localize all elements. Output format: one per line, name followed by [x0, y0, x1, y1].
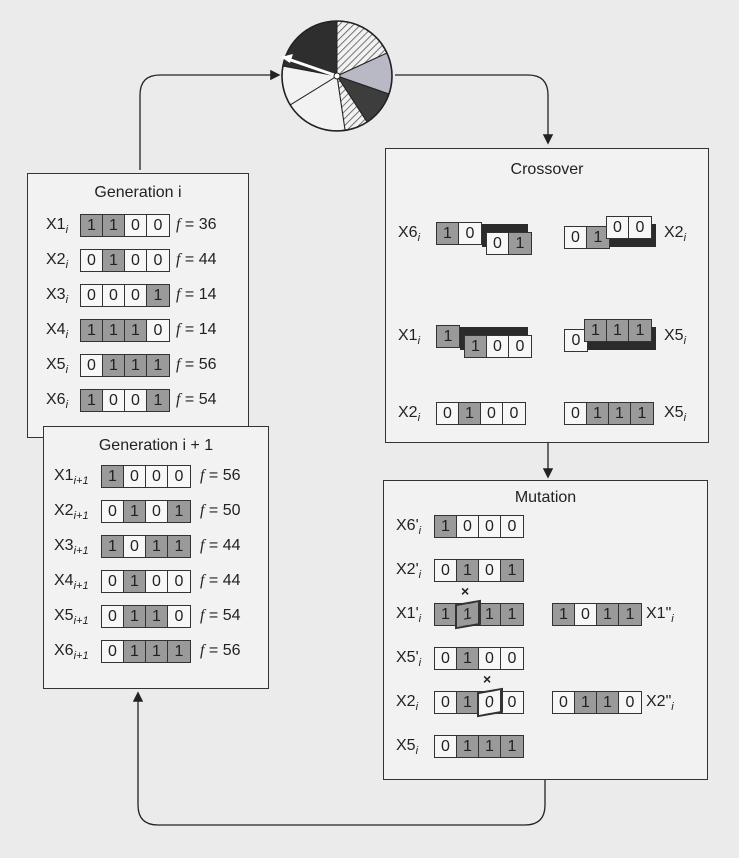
gene-cell: 0: [435, 736, 457, 757]
gene-cell: 0: [437, 403, 459, 424]
gene-cell: 1: [587, 403, 609, 424]
crossover-tail: [464, 335, 532, 358]
gene-cell: 1: [102, 536, 124, 557]
gene-cell: 1: [81, 215, 103, 236]
fitness-value: f = 54: [200, 607, 241, 624]
gene-cell: 1: [501, 736, 523, 757]
gene-cell: 0: [103, 285, 125, 306]
gene-cell: 1: [501, 604, 523, 625]
crossover-tail: [584, 319, 652, 342]
chromosome-x4: [80, 319, 170, 342]
mutation-title: Mutation: [514, 489, 577, 506]
gene-cell: 0: [81, 250, 103, 271]
gene-cell: 0: [125, 250, 147, 271]
generation-i-title: Generation i: [94, 184, 182, 201]
gene-cell: 1: [437, 326, 459, 347]
chromosome-label: $X5_{i+1}$: [54, 607, 89, 628]
gene-cell: 0: [125, 285, 147, 306]
chromosome-label: $X3_{i+1}$: [54, 537, 89, 558]
gene-cell: 1: [597, 604, 619, 625]
generation-i1-title: Generation i + 1: [98, 437, 214, 454]
crossover-tail: [486, 232, 532, 255]
gene-cell: 1: [585, 320, 607, 341]
gene-cell: 1: [146, 641, 168, 662]
gene-cell: 0: [147, 215, 169, 236]
gene-cell: 1: [457, 648, 479, 669]
gene-cell: 1: [479, 736, 501, 757]
chromosome-x2: [80, 249, 170, 272]
gene-cell: 1: [501, 560, 523, 581]
gene-cell: 1: [459, 403, 481, 424]
chromosome-mutation: [434, 735, 524, 758]
mutation-result-label: $X2"_i$: [646, 693, 674, 714]
fitness-value: f = 36: [176, 216, 217, 233]
gene-cell: 1: [607, 320, 629, 341]
gene-cell: 0: [479, 648, 501, 669]
chromosome-x3: [101, 535, 191, 558]
crossover-title: Crossover: [510, 161, 584, 178]
chromosome-x2: [101, 500, 191, 523]
chromosome-mutation: [434, 603, 524, 626]
mutation-panel: [383, 480, 708, 780]
fitness-value: f = 44: [200, 572, 241, 589]
mutation-label: $X1'_i$: [396, 605, 422, 626]
gene-cell: 1: [587, 227, 609, 248]
gene-cell: 0: [479, 690, 501, 715]
arrow-to-crossover: [395, 75, 548, 142]
crossover-parent-label: $X5_i$: [664, 327, 687, 348]
gene-cell: 1: [124, 606, 146, 627]
gene-cell: 1: [125, 320, 147, 341]
gene-cell: 0: [501, 516, 523, 537]
chromosome-x1: [80, 214, 170, 237]
chromosome-x5: [101, 605, 191, 628]
gene-cell: 0: [125, 390, 147, 411]
chromosome-mutated: [552, 691, 642, 714]
gene-cell: 0: [553, 692, 575, 713]
gene-cell: 1: [147, 390, 169, 411]
chromosome-label: $X4_{i+1}$: [54, 572, 89, 593]
chromosome-unchanged: [564, 402, 654, 425]
gene-cell: 1: [609, 403, 631, 424]
gene-cell: 1: [437, 223, 459, 244]
gene-cell: 0: [565, 330, 587, 351]
gene-cell: 1: [168, 501, 190, 522]
crossover-panel: [385, 148, 709, 443]
gene-cell: 0: [146, 466, 168, 487]
mutation-label: $X6'_i$: [396, 517, 422, 538]
crossover-parent-label: $X6_i$: [398, 224, 421, 245]
gene-cell: 1: [168, 641, 190, 662]
gene-cell: 1: [509, 233, 531, 254]
crossover-head: [564, 226, 610, 249]
gene-cell: 1: [619, 604, 641, 625]
gene-cell: 0: [147, 250, 169, 271]
gene-cell: 0: [124, 466, 146, 487]
crossover-parent-label: $X2_i$: [664, 224, 687, 245]
gene-cell: 1: [147, 285, 169, 306]
gene-cell: 0: [457, 516, 479, 537]
generation-i-panel: [27, 173, 249, 438]
fitness-value: f = 56: [200, 642, 241, 659]
gene-cell: 0: [124, 536, 146, 557]
chromosome-mutation: [434, 647, 524, 670]
gene-cell: 0: [168, 571, 190, 592]
gene-cell: 1: [103, 355, 125, 376]
gene-cell: 1: [465, 336, 487, 357]
gene-cell: 0: [81, 285, 103, 306]
chromosome-label: $X1_{i+1}$: [54, 467, 89, 488]
gene-cell: 0: [102, 571, 124, 592]
gene-cell: 0: [435, 560, 457, 581]
chromosome-x3: [80, 284, 170, 307]
gene-cell: 1: [124, 501, 146, 522]
mutation-result-label: $X1"_i$: [646, 605, 674, 626]
gene-cell: 1: [457, 560, 479, 581]
gene-cell: 1: [103, 215, 125, 236]
fitness-value: f = 44: [200, 537, 241, 554]
gene-cell: 1: [124, 571, 146, 592]
gene-cell: 0: [619, 692, 641, 713]
chromosome-x5: [80, 354, 170, 377]
fitness-value: f = 44: [176, 251, 217, 268]
gene-cell: 0: [481, 403, 503, 424]
chromosome-label: $X4_i$: [46, 321, 69, 342]
gene-cell: 0: [479, 560, 501, 581]
mutation-label: $X5'_i$: [396, 649, 422, 670]
chromosome-x4: [101, 570, 191, 593]
chromosome-x6: [101, 640, 191, 663]
gene-cell: 0: [459, 223, 481, 244]
fitness-value: f = 54: [176, 391, 217, 408]
gene-cell: 1: [168, 536, 190, 557]
chromosome-label: $X2_{i+1}$: [54, 502, 89, 523]
gene-cell: 0: [435, 692, 457, 713]
mutation-marker-icon: ×: [461, 583, 470, 599]
chromosome-label: $X2_i$: [46, 251, 69, 272]
chromosome-x6: [80, 389, 170, 412]
gene-cell: 1: [102, 466, 124, 487]
roulette-wheel: [281, 21, 392, 131]
crossover-head: [436, 325, 460, 348]
chromosome-label: $X6_{i+1}$: [54, 642, 89, 663]
chromosome-mutation: [434, 691, 524, 714]
gene-cell: 0: [102, 606, 124, 627]
gene-cell: 1: [435, 604, 457, 625]
gene-cell: 0: [125, 215, 147, 236]
gene-cell: 1: [553, 604, 575, 625]
gene-cell: 1: [147, 355, 169, 376]
gene-cell: 1: [125, 355, 147, 376]
gene-cell: 0: [146, 571, 168, 592]
gene-cell: 0: [509, 336, 531, 357]
mutation-label: $X5_i$: [396, 737, 419, 758]
gene-cell: 1: [103, 250, 125, 271]
gene-cell: 0: [629, 217, 651, 238]
gene-cell: 1: [81, 320, 103, 341]
gene-cell: 1: [575, 692, 597, 713]
fitness-value: f = 50: [200, 502, 241, 519]
mutation-marker-icon: ×: [483, 671, 492, 687]
gene-cell: 0: [81, 355, 103, 376]
gene-cell: 1: [457, 692, 479, 713]
mutation-label: $X2_i$: [396, 693, 419, 714]
gene-cell: 1: [124, 641, 146, 662]
gene-cell: 0: [147, 320, 169, 341]
gene-cell: 1: [146, 536, 168, 557]
gene-cell: 1: [629, 320, 651, 341]
chromosome-mutation: [434, 515, 524, 538]
crossover-head: [436, 222, 482, 245]
chromosome-label: $X5_i$: [46, 356, 69, 377]
gene-cell: 0: [487, 336, 509, 357]
crossover-parent-label: $X5_i$: [664, 404, 687, 425]
gene-cell: 1: [146, 606, 168, 627]
chromosome-label: $X6_i$: [46, 391, 69, 412]
gene-cell: 0: [607, 217, 629, 238]
chromosome-label: $X1_i$: [46, 216, 69, 237]
gene-cell: 1: [81, 390, 103, 411]
chromosome-mutation: [434, 559, 524, 582]
gene-cell: 0: [168, 466, 190, 487]
fitness-value: f = 14: [176, 321, 217, 338]
gene-cell: 1: [103, 320, 125, 341]
gene-cell: 0: [503, 403, 525, 424]
gene-cell: 0: [565, 403, 587, 424]
gene-cell: 1: [457, 602, 479, 627]
arrow-to-wheel: [140, 75, 278, 170]
gene-cell: 1: [597, 692, 619, 713]
gene-cell: 0: [487, 233, 509, 254]
gene-cell: 0: [575, 604, 597, 625]
gene-cell: 1: [457, 736, 479, 757]
crossover-tail: [606, 216, 652, 239]
gene-cell: 1: [479, 604, 501, 625]
gene-cell: 1: [435, 516, 457, 537]
gene-cell: 0: [479, 516, 501, 537]
crossover-parent-label: $X2_i$: [398, 404, 421, 425]
generation-i1-panel: [43, 426, 269, 689]
chromosome-unchanged: [436, 402, 526, 425]
fitness-value: f = 56: [200, 467, 241, 484]
gene-cell: 0: [168, 606, 190, 627]
gene-cell: 0: [435, 648, 457, 669]
gene-cell: 0: [501, 648, 523, 669]
gene-cell: 0: [501, 692, 523, 713]
gene-cell: 0: [565, 227, 587, 248]
crossover-parent-label: $X1_i$: [398, 327, 421, 348]
chromosome-label: $X3_i$: [46, 286, 69, 307]
gene-cell: 0: [103, 390, 125, 411]
mutation-label: $X2'_i$: [396, 561, 422, 582]
gene-cell: 1: [631, 403, 653, 424]
gene-cell: 0: [102, 641, 124, 662]
gene-cell: 0: [102, 501, 124, 522]
chromosome-mutated: [552, 603, 642, 626]
chromosome-x1: [101, 465, 191, 488]
fitness-value: f = 56: [176, 356, 217, 373]
fitness-value: f = 14: [176, 286, 217, 303]
gene-cell: 0: [146, 501, 168, 522]
